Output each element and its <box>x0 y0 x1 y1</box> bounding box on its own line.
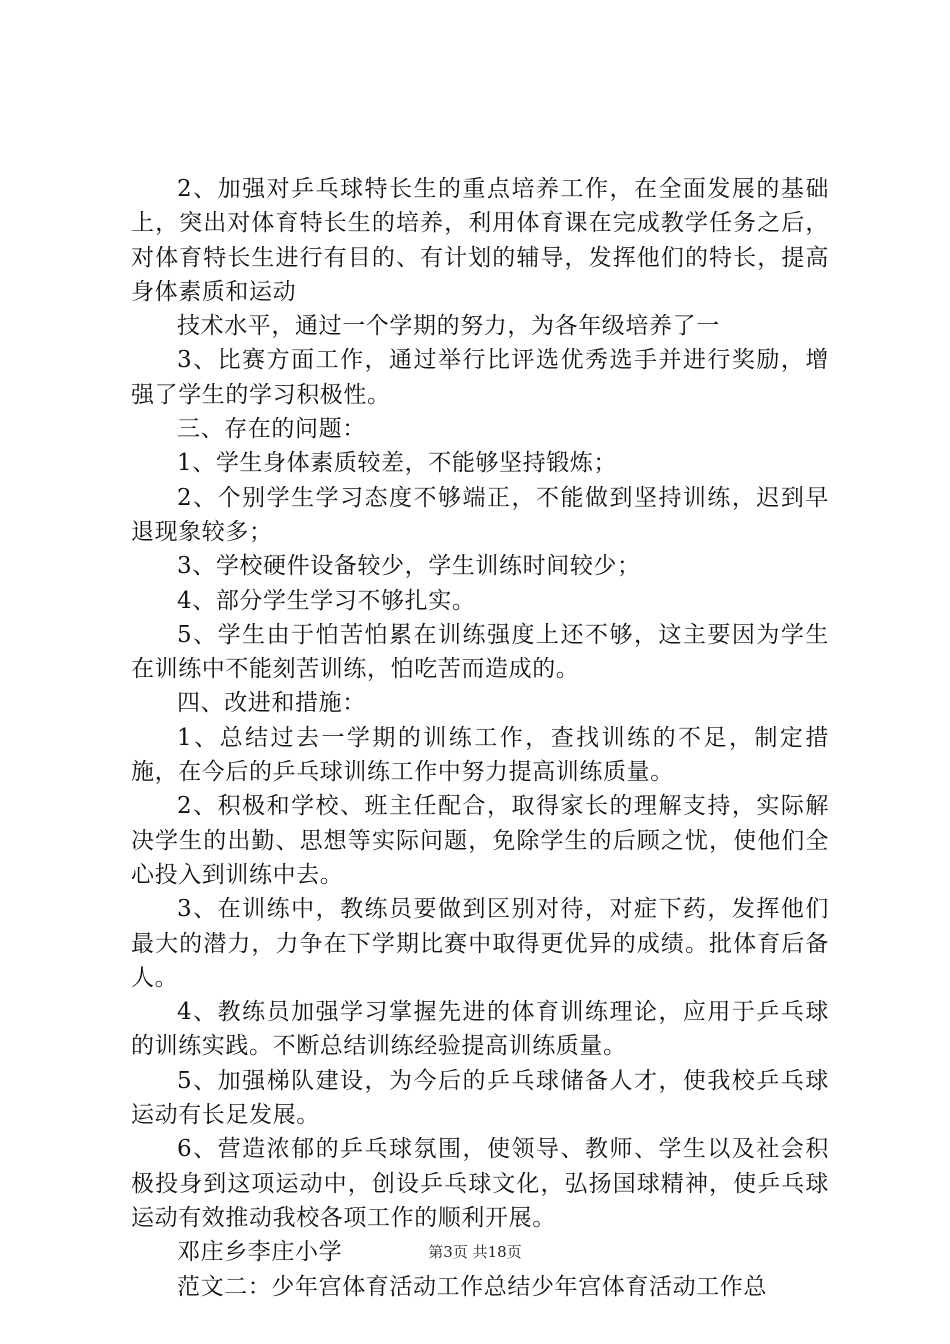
paragraph-competition: 3、比赛方面工作，通过举行比评选优秀选手并进行奖励，增强了学生的学习积极性。 <box>131 347 829 408</box>
improvement-item-4: 4、教练员加强学习掌握先进的体育训练理论，应用于乒乓球的训练实践。不断总结训练经验提高训练质量。 <box>131 999 829 1060</box>
sample-two-title: 范文二：少年宫体育活动工作总结少年宫体育活动工作总 <box>177 1273 767 1300</box>
paragraph-talent-training: 2、加强对乒乓球特长生的重点培养工作，在全面发展的基础上，突出对体育特长生的培养，利用体育课在完成教学任务之后，对体育特长生进行有目的、有计划的辅导，发挥他们的特长，提高身体素质和运动 <box>131 176 829 305</box>
page-number-label: 第3页 共18页 <box>428 1243 522 1261</box>
improvement-item-2: 2、积极和学校、班主任配合，取得家长的理解支持，实际解决学生的出勤、思想等实际问题，免除学生的后顾之忧，使他们全心投入到训练中去。 <box>131 793 829 888</box>
document-body <box>131 172 829 1304</box>
problem-item-3: 3、学校硬件设备较少，学生训练时间较少； <box>177 553 641 580</box>
signature-school: 邓庄乡李庄小学 <box>177 1239 343 1266</box>
paragraph-technical-level: 技术水平，通过一个学期的努力，为各年级培养了一 <box>177 313 720 340</box>
page-footer <box>0 1242 950 1262</box>
problem-item-2: 2、个别学生学习态度不够端正，不能做到坚持训练，迟到早退现象较多； <box>131 484 829 545</box>
improvement-item-3: 3、在训练中，教练员要做到区别对待，对症下药，发挥他们最大的潜力，力争在下学期比赛中取得更优异的成绩。批体育后备人。 <box>131 896 829 991</box>
improvement-item-6: 6、营造浓郁的乒乓球氛围，使领导、教师、学生以及社会积极投身到这项运动中，创设乒乓球文化，弘扬国球精神，使乒乓球运动有效推动我校各项工作的顺利开展。 <box>131 1136 829 1231</box>
section-heading-problems: 三、存在的问题： <box>177 416 366 443</box>
problem-item-4: 4、部分学生学习不够扎实。 <box>177 587 476 614</box>
section-heading-improvements: 四、改进和措施： <box>177 690 366 717</box>
improvement-item-1: 1、总结过去一学期的训练工作，查找训练的不足，制定措施，在今后的乒乓球训练工作中努力提高训练质量。 <box>131 724 829 786</box>
problem-item-5: 5、学生由于怕苦怕累在训练强度上还不够，这主要因为学生在训练中不能刻苦训练，怕吃苦而造成的。 <box>131 621 829 683</box>
improvement-item-5: 5、加强梯队建设，为今后的乒乓球储备人才，使我校乒乓球运动有长足发展。 <box>131 1067 829 1129</box>
problem-item-1: 1、学生身体素质较差，不能够坚持锻炼； <box>177 450 618 477</box>
